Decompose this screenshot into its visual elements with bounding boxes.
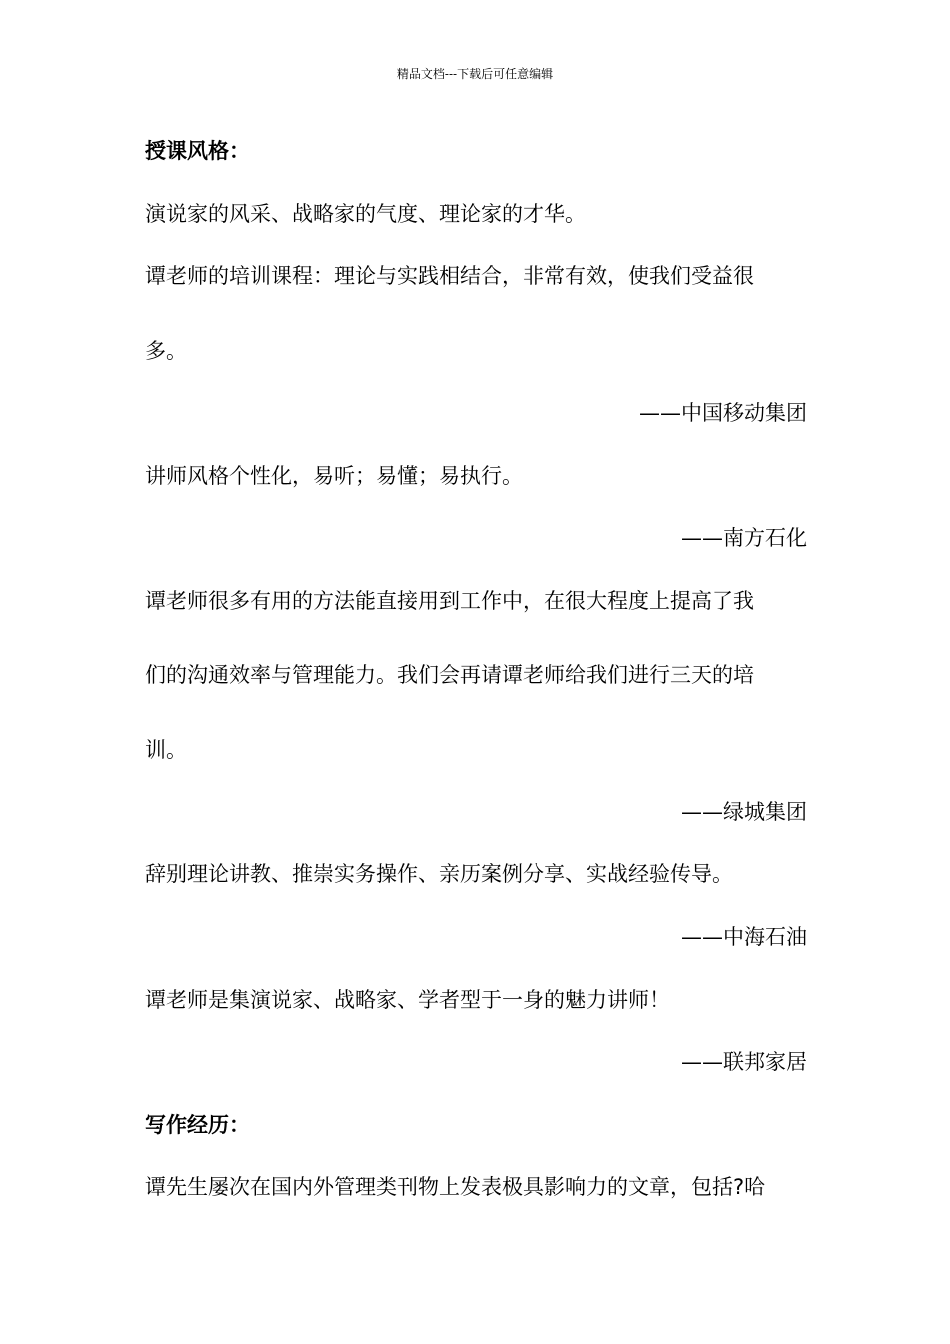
testimonial-text: 谭老师很多有用的方法能直接用到工作中，在很大程度上提高了我 [145, 589, 754, 613]
writing-experience-heading: 写作经历： [145, 1113, 250, 1137]
testimonial-text: 谭老师的培训课程：理论与实践相结合，非常有效，使我们受益很 [145, 264, 754, 288]
testimonial-text: 讲师风格个性化，易听；易懂；易执行。 [145, 464, 523, 488]
testimonial-text: 多。 [145, 339, 187, 363]
testimonial-source: ——绿城集团 [681, 800, 807, 824]
intro-paragraph: 演说家的风采、战略家的气度、理论家的才华。 [145, 202, 586, 226]
testimonial-source: ——联邦家居 [681, 1050, 807, 1074]
writing-paragraph: 谭先生屡次在国内外管理类刊物上发表极具影响力的文章，包括?哈 [145, 1175, 766, 1199]
testimonial-source: ——中海石油 [681, 925, 807, 949]
testimonial-text: 辞别理论讲教、推崇实务操作、亲历案例分享、实战经验传导。 [145, 862, 733, 886]
testimonial-text: 谭老师是集演说家、战略家、学者型于一身的魅力讲师！ [145, 988, 670, 1012]
testimonial-text: 们的沟通效率与管理能力。我们会再请谭老师给我们进行三天的培 [145, 663, 754, 687]
teaching-style-heading: 授课风格： [145, 139, 250, 163]
testimonial-text: 训。 [145, 738, 187, 762]
testimonial-source: ——中国移动集团 [639, 401, 807, 425]
testimonial-source: ——南方石化 [681, 526, 807, 550]
page-header: 精品文档---下载后可任意编辑 [396, 67, 554, 81]
